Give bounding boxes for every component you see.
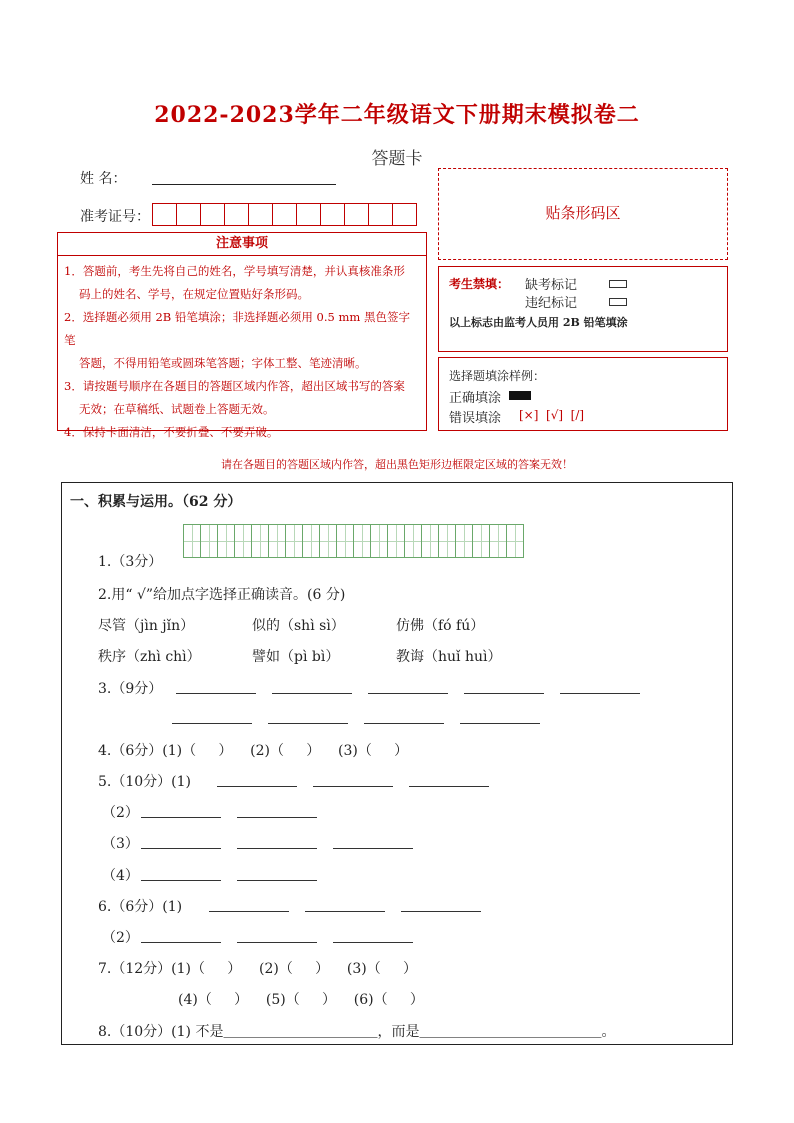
q2-item: 似的（shì sì） [252,618,345,634]
answer-blank[interactable] [560,679,640,694]
question-7-continued: (4)（ ） (5)（ ） (6)（ ） [178,992,424,1008]
answer-blank[interactable] [305,897,385,912]
correct-fill-sample [509,391,531,400]
q2-item: 尽管（jìn jǐn） [98,618,195,634]
notice-item: 4．保持卡面清洁，不要折叠、不要弄破。 [64,425,279,439]
violation-checkbox[interactable] [609,298,627,306]
id-cell[interactable] [296,203,321,226]
q1-writing-grid[interactable] [183,524,523,558]
barcode-area [438,168,728,260]
id-cell[interactable] [272,203,297,226]
question-4: 4.（6分）(1)（ ） (2)（ ） (3)（ ） [98,743,409,759]
question-1: 1.（3分） [98,554,163,570]
q6-2-blanks [141,928,413,947]
q2-item: 秩序（zhì chì） [98,649,201,665]
notice-item: 答题，不得用铅笔或圆珠笔答题；字体工整、笔迹清晰。 [79,356,367,370]
notice-box [57,255,427,439]
forbidden-label: 考生禁填： [449,277,510,291]
answer-section [61,482,733,1045]
answer-blank[interactable] [237,928,317,943]
question-3: 3.（9分） [98,681,163,697]
id-number-grid[interactable] [152,203,416,226]
answer-blank[interactable] [176,679,256,694]
question-2: 2.用“ √”给加点字选择正确读音。(6 分) [98,587,346,603]
answer-blank[interactable] [237,866,317,881]
wrong-marks: [×] [√] [/] [519,408,585,422]
answer-blank[interactable] [217,772,297,787]
notice-title: 注意事项 [215,236,268,251]
id-cell[interactable] [224,203,249,226]
answer-blank[interactable] [364,709,444,724]
question-5: 5.（10分）(1) [98,774,192,790]
section-title: 一、积累与运用。（62 分） [70,494,242,510]
id-cell[interactable] [200,203,225,226]
q6-2-label: （2） [102,930,139,946]
q6-1-blanks [209,897,481,916]
notice-item: 码上的姓名、学号，在规定位置贴好条形码。 [79,287,309,301]
answer-blank[interactable] [333,928,413,943]
page-title: 2022-2023学年二年级语文下册期末模拟卷二 [154,102,640,128]
id-label: 准考证号： [80,209,150,225]
question-6: 6.（6分）(1) [98,899,183,915]
answer-blank[interactable] [209,897,289,912]
answer-blank[interactable] [313,772,393,787]
notice-item: 3．请按题号顺序在各题目的答题区域内作答，超出区域书写的答案 [64,379,405,393]
answer-blank[interactable] [141,928,221,943]
q5-4-blanks [141,866,317,885]
sample-box [438,357,728,431]
answer-blank[interactable] [460,709,540,724]
answer-blank[interactable] [268,709,348,724]
answer-blank[interactable] [464,679,544,694]
correct-label: 正确填涂 [449,391,502,406]
answer-blank[interactable] [141,834,221,849]
q3-blanks-row2 [172,709,540,728]
barcode-label: 贴条形码区 [545,204,621,222]
absent-label: 缺考标记 [525,278,578,293]
answer-blank[interactable] [141,866,221,881]
absent-checkbox[interactable] [609,280,627,288]
q5-3-label: （3） [102,836,139,852]
name-field[interactable] [152,168,336,185]
wrong-label: 错误填涂 [449,411,502,426]
answer-blank[interactable] [333,834,413,849]
warning-text: 请在各题目的答题区域内作答，超出黑色矩形边框限定区域的答案无效！ [221,458,573,471]
notice-header [57,232,427,256]
name-label: 姓 名： [80,171,127,187]
q5-4-label: （4） [102,868,139,884]
answer-blank[interactable] [409,772,489,787]
notice-item: 无效；在草稿纸、试题卷上答题无效。 [79,402,275,416]
answer-blank[interactable] [237,834,317,849]
id-cell[interactable] [368,203,393,226]
notice-item: 1．答题前，考生先将自己的姓名，学号填写清楚，并认真核准条形 [64,264,405,278]
q5-2-label: （2） [102,805,139,821]
forbidden-box [438,266,728,352]
q2-item: 仿佛（fó fú） [396,618,485,634]
q2-item: 教诲（huǐ huì） [396,649,502,665]
page-subtitle: 答题卡 [371,149,423,169]
violation-label: 违纪标记 [525,296,578,311]
q5-2-blanks [141,803,317,822]
notice-item: 2．选择题必须用 2B 铅笔填涂；非选择题必须用 0.5 mm 黑色签字笔 [64,310,410,347]
sample-title: 选择题填涂样例： [449,369,546,383]
id-cell[interactable] [392,203,417,226]
q2-item: 譬如（pì bì） [252,649,340,665]
answer-blank[interactable] [368,679,448,694]
answer-blank[interactable] [272,679,352,694]
q5-3-blanks [141,834,413,853]
id-cell[interactable] [152,203,177,226]
forbidden-note: 以上标志由监考人员用 2B 铅笔填涂 [449,316,628,329]
q3-blanks-row1 [176,679,640,698]
question-8: 8.（10分）(1) 不是＿＿＿＿＿＿＿＿＿＿＿，而是＿＿＿＿＿＿＿＿＿＿＿＿＿。 [98,1024,616,1040]
id-cell[interactable] [176,203,201,226]
answer-blank[interactable] [401,897,481,912]
id-cell[interactable] [248,203,273,226]
answer-blank[interactable] [172,709,252,724]
answer-blank[interactable] [237,803,317,818]
q5-1-blanks [217,772,489,791]
id-cell[interactable] [320,203,345,226]
question-7: 7.（12分）(1)（ ） (2)（ ） (3)（ ） [98,961,418,977]
answer-blank[interactable] [141,803,221,818]
id-cell[interactable] [344,203,369,226]
